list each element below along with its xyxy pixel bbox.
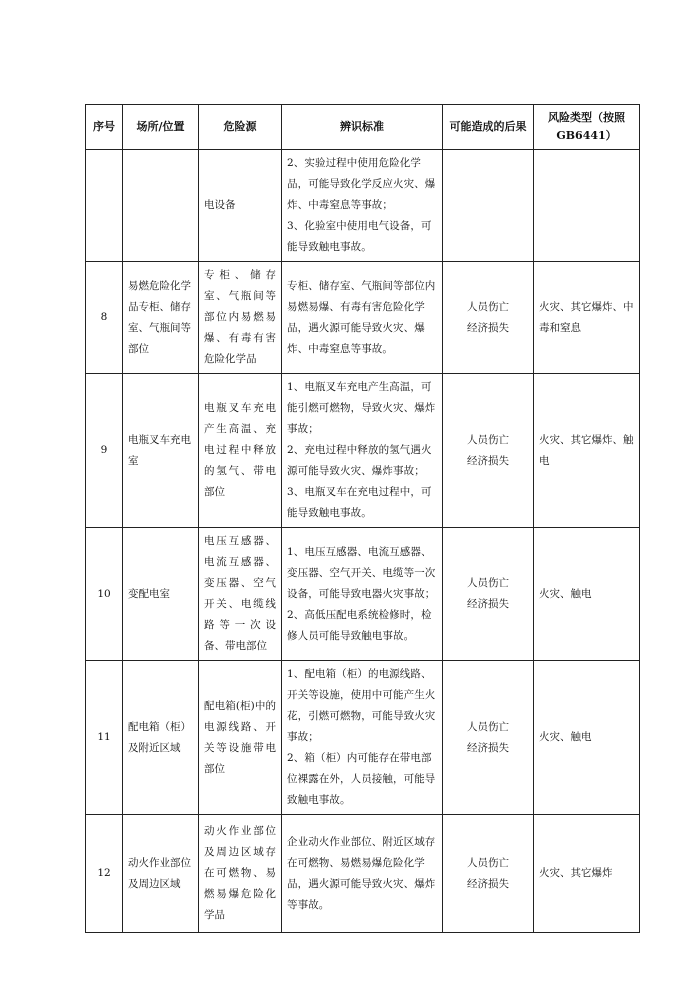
table-row — [86, 262, 640, 374]
row-hazard: 电设备 — [199, 150, 282, 262]
row-consequence — [443, 150, 534, 262]
header-risk-type: 风险类型（按照GB6441） — [534, 105, 640, 150]
table-row — [86, 374, 640, 528]
row-consequence: 人员伤亡 经济损失 — [443, 528, 534, 661]
row-no: 9 — [86, 374, 123, 528]
row-no — [86, 150, 123, 262]
row-consequence: 人员伤亡 经济损失 — [443, 815, 534, 933]
table-row — [86, 815, 640, 933]
row-hazard: 专柜、储存室、气瓶间等部位内易燃易爆、有毒有害危险化学品 — [199, 262, 282, 374]
header-criteria: 辨识标准 — [282, 105, 443, 150]
row-risk-type: 火灾、其它爆炸、中毒和窒息 — [534, 262, 640, 374]
row-risk-type: 火灾、触电 — [534, 661, 640, 815]
row-criteria: 1、电压互感器、电流互感器、变压器、空气开关、电缆等一次设备，可能导致电器火灾事故； 2、高低压配电系统检修时，检修人员可能导致触电事故。 — [282, 528, 443, 661]
row-no: 8 — [86, 262, 123, 374]
row-criteria: 专柜、储存室、气瓶间等部位内易燃易爆、有毒有害危险化学品，遇火源可能导致火灾、爆炸、中毒窒息等事故。 — [282, 262, 443, 374]
row-place: 易燃危险化学品专柜、储存室、气瓶间等部位 — [123, 262, 199, 374]
row-criteria: 2、实验过程中使用危险化学品，可能导致化学反应火灾、爆炸、中毒窒息等事故； 3、化验室中使用电气设备，可能导致触电事故。 — [282, 150, 443, 262]
row-place: 电瓶叉车充电室 — [123, 374, 199, 528]
header-consequence: 可能造成的后果 — [443, 105, 534, 150]
header-place: 场所/位置 — [123, 105, 199, 150]
row-no: 11 — [86, 661, 123, 815]
row-consequence: 人员伤亡 经济损失 — [443, 661, 534, 815]
row-consequence: 人员伤亡 经济损失 — [443, 374, 534, 528]
row-place: 配电箱（柜）及附近区域 — [123, 661, 199, 815]
row-risk-type — [534, 150, 640, 262]
row-criteria: 企业动火作业部位、附近区域存在可燃物、易燃易爆危险化学品，遇火源可能导致火灾、爆炸等事故。 — [282, 815, 443, 933]
row-criteria: 1、电瓶叉车充电产生高温，可能引燃可燃物，导致火灾、爆炸事故； 2、充电过程中释放的氢气遇火源可能导致火灾、爆炸事故； 3、电瓶叉车在充电过程中，可能导致触电事故。 — [282, 374, 443, 528]
table-row — [86, 661, 640, 815]
row-risk-type: 火灾、其它爆炸、触电 — [534, 374, 640, 528]
header-hazard: 危险源 — [199, 105, 282, 150]
row-hazard: 电压互感器、电流互感器、变压器、空气开关、电缆线路等一次设备、带电部位 — [199, 528, 282, 661]
row-place: 动火作业部位及周边区域 — [123, 815, 199, 933]
row-criteria: 1、配电箱（柜）的电源线路、开关等设施，使用中可能产生火花，引燃可燃物，可能导致火灾事故； 2、箱（柜）内可能存在带电部位裸露在外，人员接触，可能导致触电事故。 — [282, 661, 443, 815]
row-place — [123, 150, 199, 262]
table-row — [86, 528, 640, 661]
row-consequence: 人员伤亡 经济损失 — [443, 262, 534, 374]
table-header-row — [86, 105, 640, 150]
row-hazard: 动火作业部位及周边区域存在可燃物、易燃易爆危险化学品 — [199, 815, 282, 933]
row-place: 变配电室 — [123, 528, 199, 661]
risk-identification-table — [85, 104, 640, 933]
row-hazard: 电瓶叉车充电产生高温、充电过程中释放的氢气、带电部位 — [199, 374, 282, 528]
row-hazard: 配电箱(柜)中的电源线路、开关等设施带电部位 — [199, 661, 282, 815]
header-no: 序号 — [86, 105, 123, 150]
table-row — [86, 150, 640, 262]
row-risk-type: 火灾、其它爆炸 — [534, 815, 640, 933]
row-no: 10 — [86, 528, 123, 661]
row-no: 12 — [86, 815, 123, 933]
row-risk-type: 火灾、触电 — [534, 528, 640, 661]
